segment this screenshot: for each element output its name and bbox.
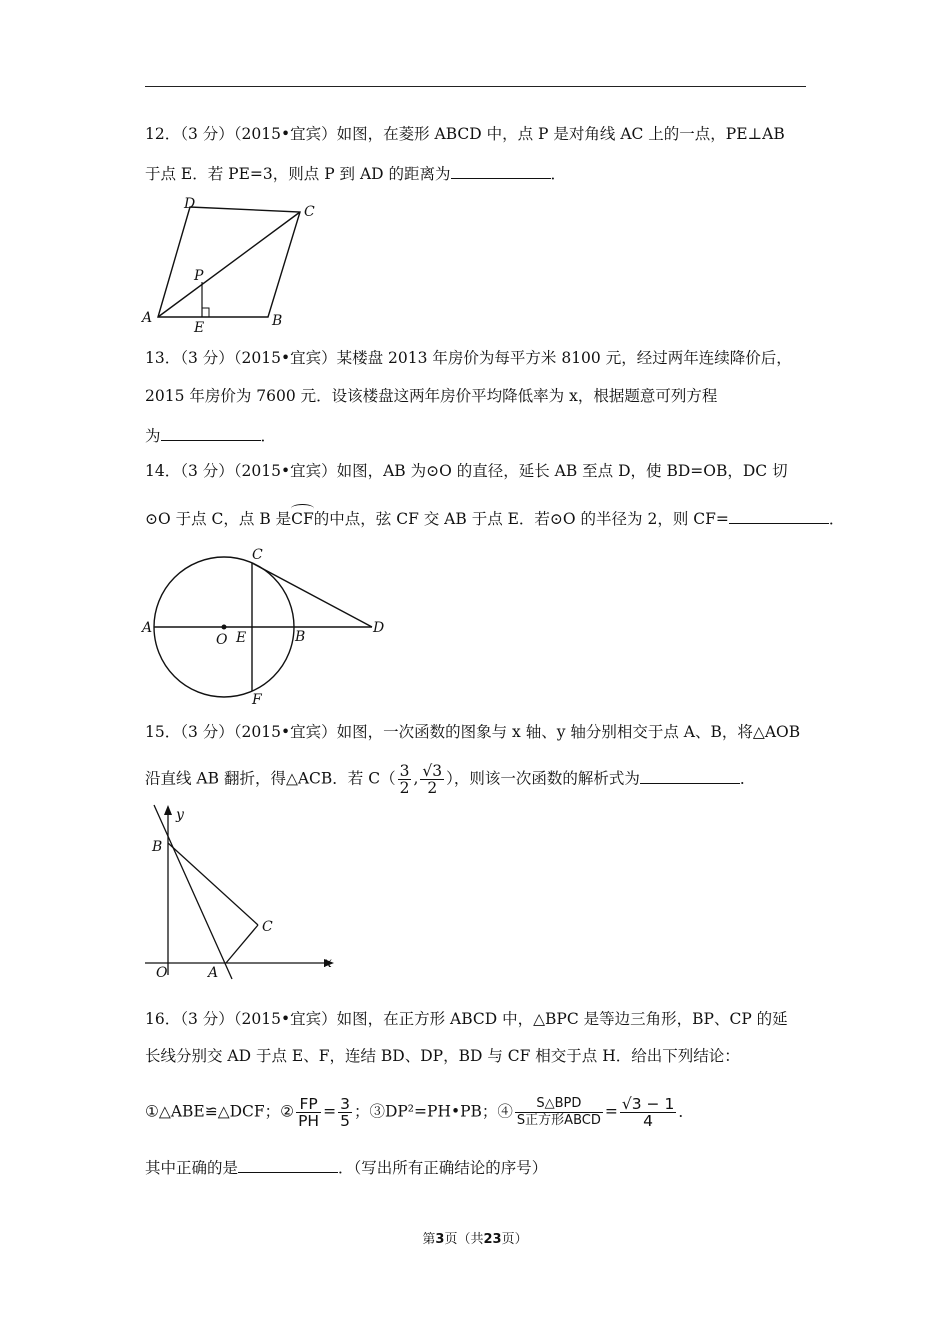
label-O: O <box>216 632 228 648</box>
label-B: B <box>295 629 306 645</box>
page-total: 23 <box>483 1232 502 1247</box>
q12-rhombus-figure <box>140 195 340 335</box>
q16-conclusions: ①△ABE≌△DCF；② $\frac{FP}{PH}$ = $\frac{3}{5}$ ；③DP²=PH•PB；④ $\frac{\text{S△BPD}}{\text{S正方形ABCD}}$ = $\frac{√3 - 1}{4}$ ． <box>145 1095 694 1130</box>
c-y-fraction: $\frac{√3}{2}$ <box>422 762 443 797</box>
q16-line1: 16．（3 分）（2015•宜宾）如图，在正方形 ABCD 中，△BPC 是等边三角形，BP、CP 的延 <box>145 1010 788 1028</box>
label-x: x <box>324 955 332 971</box>
label-E: E <box>194 320 205 335</box>
q16-answer-blank[interactable] <box>238 1156 338 1173</box>
q13-line3: 为 ． <box>145 424 276 446</box>
q16-line4: 其中正确的是 ．（写出所有正确结论的序号） <box>145 1156 547 1178</box>
sqrt3-minus-1-fraction: $\frac{√3 - 1}{4}$ <box>621 1095 675 1130</box>
arc-cf: CF <box>291 510 314 528</box>
q14-answer-blank[interactable] <box>729 507 829 524</box>
q13-answer-blank[interactable] <box>161 424 261 441</box>
q13-line1: 13．（3 分）（2015•宜宾）某楼盘 2013 年房价为每平方米 8100 元，经过两年连续降价后， <box>145 349 792 367</box>
fp-ph-fraction: $\frac{FP}{PH}$ <box>298 1095 320 1130</box>
three-fifths-fraction: $\frac{3}{5}$ <box>340 1095 350 1130</box>
label-C: C <box>304 204 315 220</box>
q15-axes-figure <box>140 803 350 983</box>
page-number: 3 <box>435 1232 445 1247</box>
label-E: E <box>236 630 247 646</box>
q13-line2: 2015 年房价为 7600 元．设该楼盘这两年房价平均降低率为 x，根据题意可列方程 <box>145 387 718 405</box>
label-P: P <box>194 268 204 284</box>
label-y: y <box>176 807 184 823</box>
label-C: C <box>252 547 263 563</box>
label-B: B <box>152 839 163 855</box>
q14-circle-figure <box>140 543 400 708</box>
label-O: O <box>156 965 168 981</box>
q15-line2: 沿直线 AB 翻折，得△ACB．若 C（ $\frac{3}{2}$ , $\frac{√3}{2}$ ），则该一次函数的解析式为 ． <box>145 762 756 797</box>
label-A: A <box>142 620 153 636</box>
q12-line1: 12．（3 分）（2015•宜宾）如图，在菱形 ABCD 中，点 P 是对角线 AC 上的一点，PE⊥AB <box>145 125 785 143</box>
c-x-fraction: $\frac{3}{2}$ <box>399 762 410 797</box>
page-footer: 第3页（共23页） <box>422 1232 528 1247</box>
label-C: C <box>262 919 273 935</box>
label-A: A <box>142 310 153 326</box>
label-D: D <box>373 620 385 636</box>
area-ratio-fraction: $\frac{\text{S△BPD}}{\text{S正方形ABCD}}$ <box>516 1096 601 1128</box>
header-rule <box>145 86 806 87</box>
q12-answer-blank[interactable] <box>451 162 551 179</box>
q15-line1: 15．（3 分）（2015•宜宾）如图，一次函数的图象与 x 轴、y 轴分别相交于点 A、B，将△AOB <box>145 723 801 741</box>
q12-line2: 于点 E．若 PE=3，则点 P 到 AD 的距离为 ． <box>145 162 566 184</box>
q16-line2: 长线分别交 AD 于点 E、F，连结 BD、DP，BD 与 CF 相交于点 H．给出下列结论： <box>145 1047 740 1065</box>
label-B: B <box>272 313 283 329</box>
q15-answer-blank[interactable] <box>640 767 740 784</box>
label-F: F <box>252 692 262 708</box>
label-A: A <box>208 965 219 981</box>
label-D: D <box>184 196 196 212</box>
q14-line2: ⊙O 于点 C，点 B 是CF的中点，弦 CF 交 AB 于点 E．若⊙O 的半径为 2，则 CF= ． <box>145 507 844 529</box>
q14-line1: 14．（3 分）（2015•宜宾）如图，AB 为⊙O 的直径，延长 AB 至点 D，使 BD=OB，DC 切 <box>145 462 788 480</box>
